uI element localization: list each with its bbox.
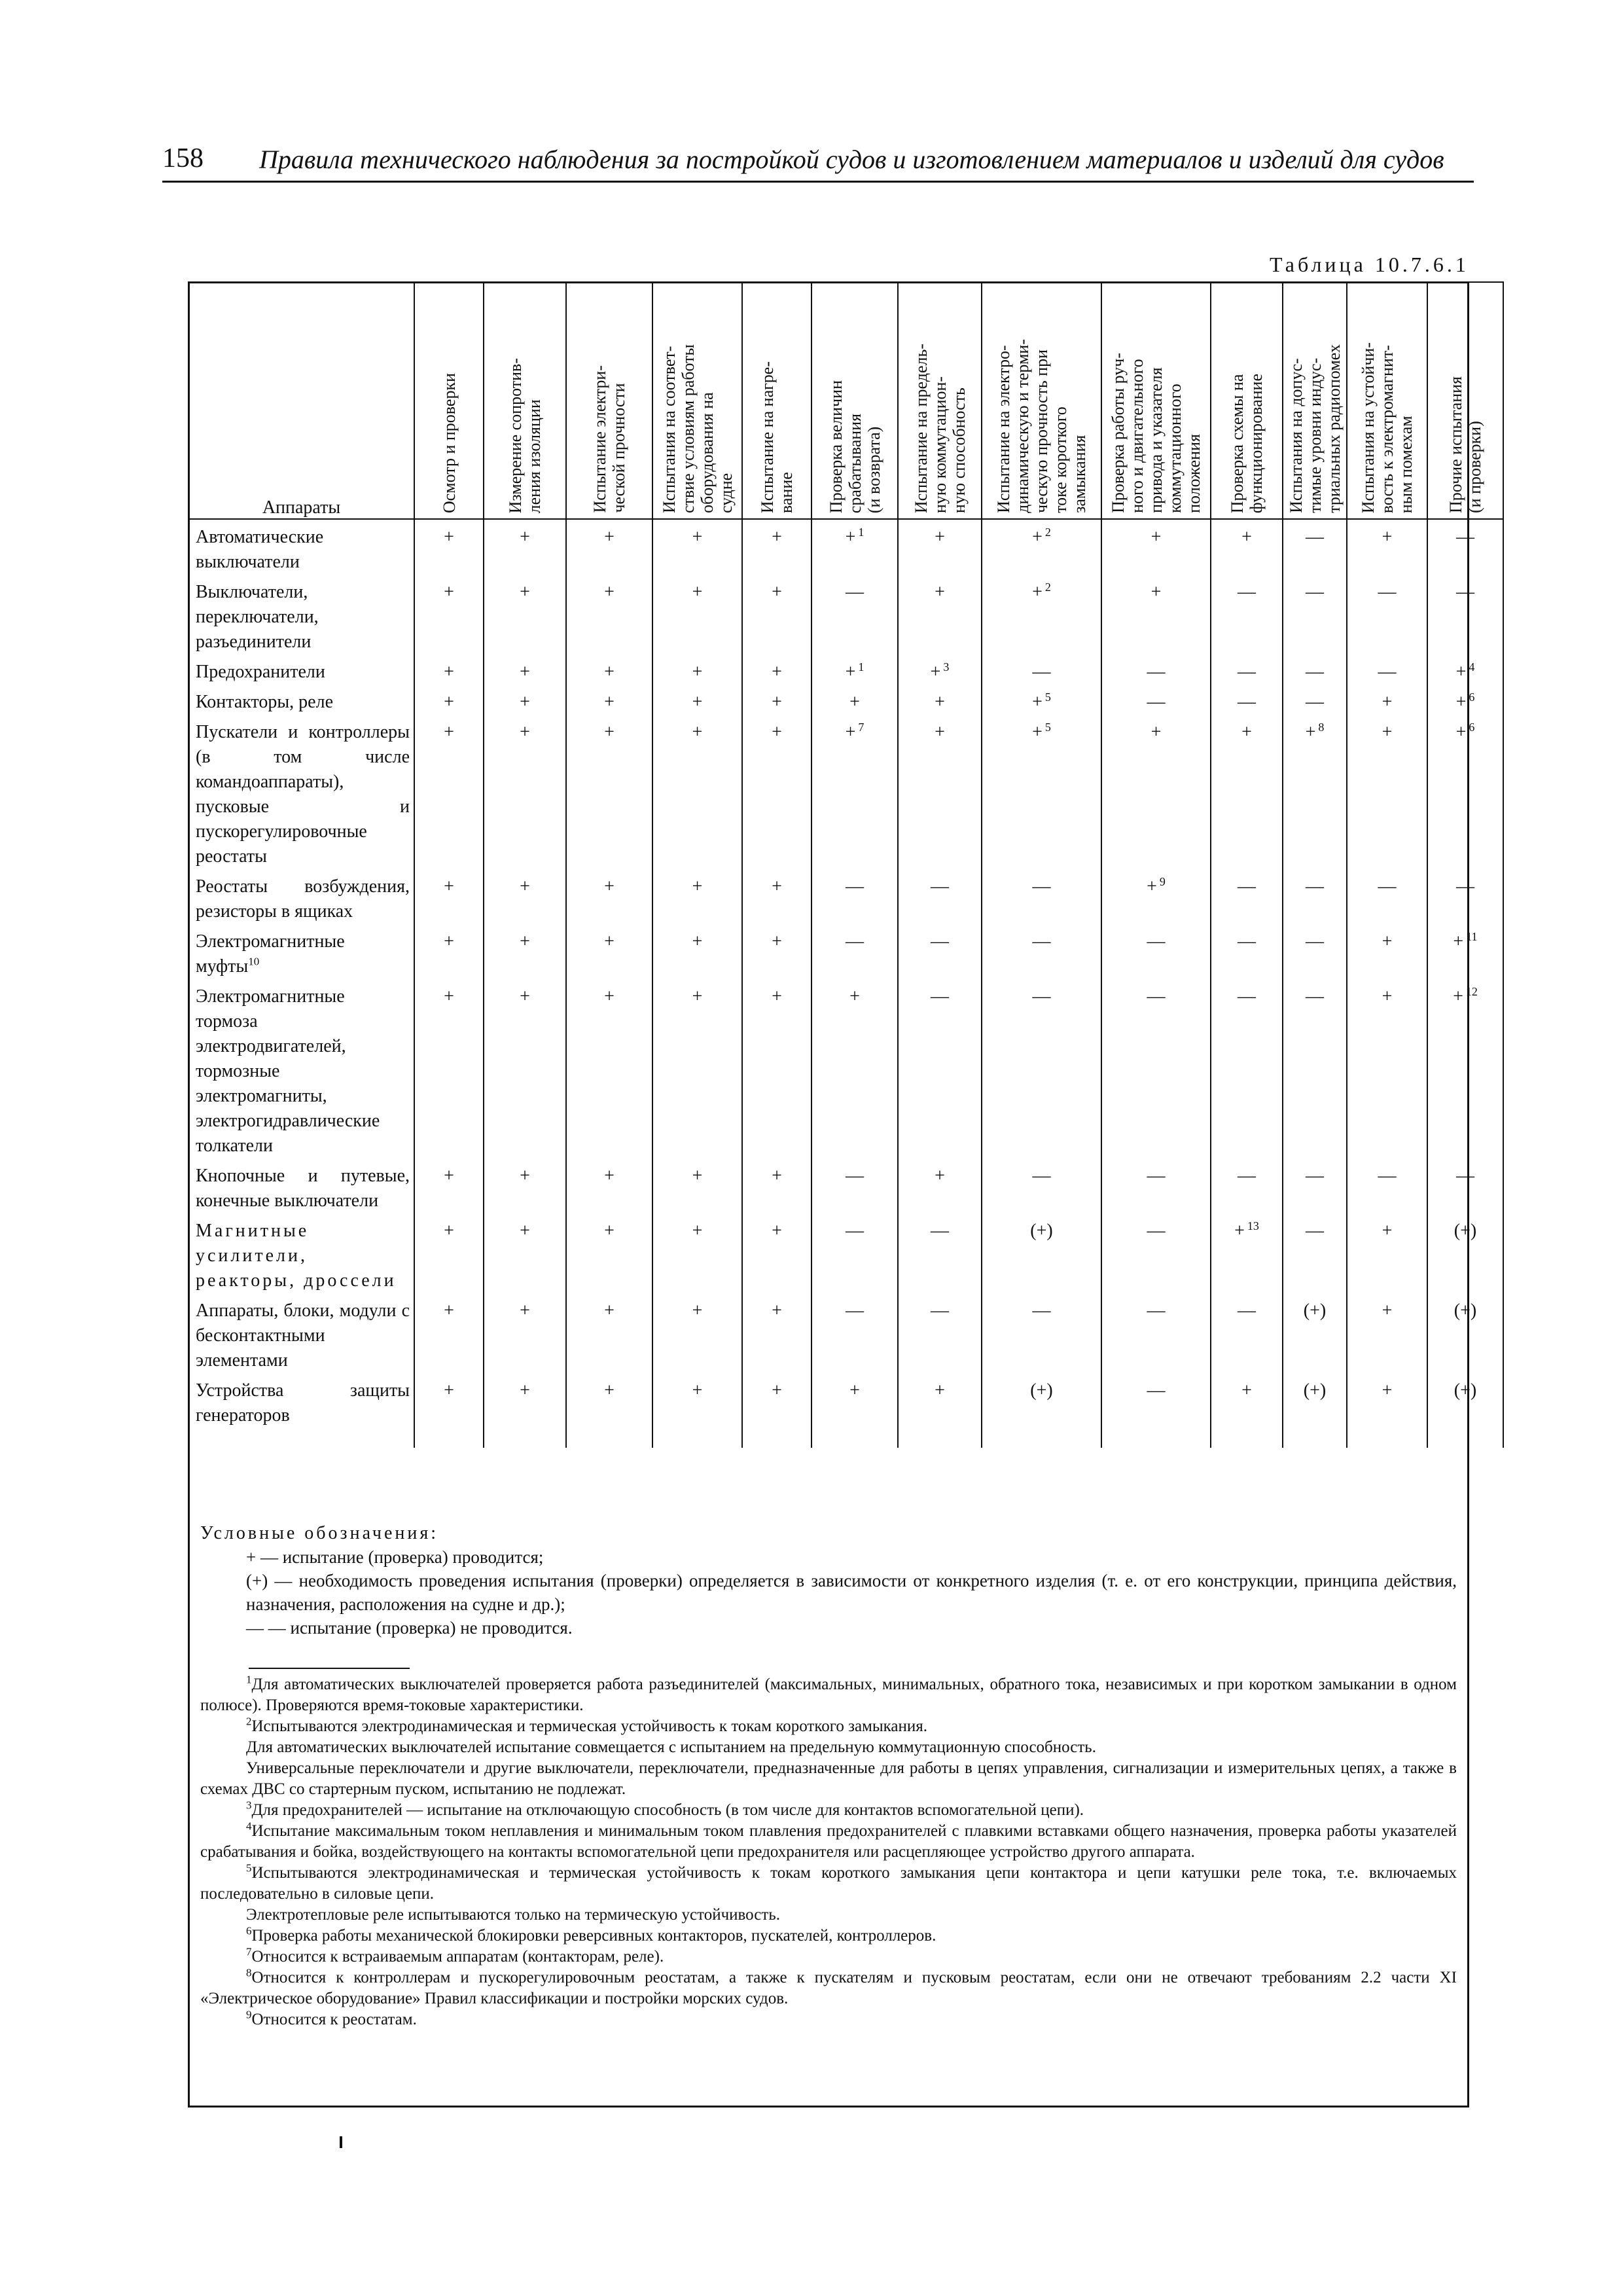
table-cell: + [742,979,812,1158]
apparatus-name: Выключатели, переключатели, разъединители [188,575,414,655]
table-cell: + [484,1293,566,1373]
table-cell: — [1101,1293,1211,1373]
column-header: Испытания на допус- тимые уровни индус- триальных радиопомех [1283,282,1347,519]
table-cell: + [1101,519,1211,575]
table-cell: + [652,575,742,655]
table-cell: — [1347,575,1427,655]
table-cell: + $^1$ [812,519,898,575]
table-cell: + [1347,715,1427,869]
table-cell: + [484,655,566,685]
page-header [162,143,1471,182]
table-cell: — [1211,924,1283,979]
table-cell: + [652,1293,742,1373]
table-cell: + [812,1373,898,1428]
table-cell: + [484,1213,566,1293]
apparatus-header: Аппараты [188,282,414,519]
table-cell: + [1101,575,1211,655]
column-header: Прочие испытания (и проверки) [1427,282,1503,519]
table-cell: + $^6$ [1427,715,1503,869]
table-cell: — [1211,1293,1283,1373]
table-cell: + $^9$ [1101,869,1211,924]
table-cell: — [898,1213,982,1293]
table-cell: + [898,575,982,655]
table-cell: + [414,519,484,575]
table-cell: — [1283,869,1347,924]
legend-dash: — — испытание (проверка) не проводится. [246,1618,573,1638]
table-cell: — [898,1293,982,1373]
column-header: Измерение сопротив- ления изоляции [484,282,566,519]
column-header: Испытания на соответ- ствие условиям работы оборудования на судне [652,282,742,519]
table-cell: + $^{13}$ [1211,1213,1283,1293]
footnote: $^1$Для автоматических выключателей проверяется работа разъединителей (максимальных, минимальных, обратного тока, независимых и при коротком замыкании в одном полюсе). Проверяются время-токовые характеристики. [200,1673,1457,1714]
table-cell: + [484,715,566,869]
table-cell: — [898,924,982,979]
table-cell: + [652,869,742,924]
table-cell: + $^2$ [982,575,1101,655]
table-cell: — [1211,575,1283,655]
table-cell: + [1347,979,1427,1158]
table-cell: + $^6$ [1427,685,1503,715]
table-cell: + [898,519,982,575]
footnotes [200,1674,1457,2030]
table-cell: + $^4$ [1427,655,1503,685]
table-cell: — [982,655,1101,685]
column-header: Осмотр и проверки [414,282,484,519]
legend-title: Условные обозначения: [200,1523,439,1543]
table-cell: + $^8$ [1283,715,1347,869]
table-cell: — [1101,1158,1211,1213]
apparatus-name: Предохранители [188,655,414,685]
table-cell: + [566,924,652,979]
table-bottom-spacer [188,1428,1503,1448]
legend [200,1522,1457,1640]
column-header: Испытание электри- ческой прочности [566,282,652,519]
table-cell: + [566,1158,652,1213]
column-header: Испытания на устойчи- вость к электромагнит- ным помехам [1347,282,1427,519]
footnote: Универсальные переключатели и другие выключатели, переключатели, предназначенные для работы в цепях управления, сигнализации и измерительных цепях, а также в схемах ДВС со стартерным пуском, испытанию не подлежат. [200,1759,1457,1798]
table-cell: + [484,519,566,575]
column-header: Проверка работы руч- ного и двигательного привода и указателя коммутационного положения [1101,282,1211,519]
table-cell: + [652,519,742,575]
table-cell: — [1211,685,1283,715]
table-cell: — [898,979,982,1158]
table-cell: — [1101,1213,1211,1293]
table-cell: + [652,715,742,869]
table-cell: (+) [982,1373,1101,1428]
table-cell: + [742,1373,812,1428]
table-row [188,979,1503,1158]
apparatus-name: Магнитные усилители, реакторы, дроссели [188,1213,414,1293]
footnote: $^3$Для предохранителей — испытание на отключающую способность (в том числе для контактов вспомогательной цепи). [246,1799,1084,1819]
table-cell: + [742,1293,812,1373]
table-cell: — [1211,655,1283,685]
table-cell: + [414,869,484,924]
table-cell: + [484,1373,566,1428]
footnote-rule [249,1668,410,1669]
apparatus-name: Устройства защиты генераторов [188,1373,414,1428]
table-cell: — [1283,519,1347,575]
table-row [188,1158,1503,1213]
table-cell: + [1347,1293,1427,1373]
legend-paren-plus: (+) — необходимость проведения испытания (проверки) определяется в зависимости от конкретного изделия (т. е. от его конструкции, принципа действия, назначения, расположения на судне и др.); [246,1571,1457,1614]
table-cell: — [1211,979,1283,1158]
table-cell: + [566,519,652,575]
table-cell: + [1347,1213,1427,1293]
table-cell: + [742,685,812,715]
footnote: Электротепловые реле испытываются только на термическую устойчивость. [246,1906,780,1924]
table-cell: (+) [982,1213,1101,1293]
footnote: $^5$Испытываются электродинамическая и термическая устойчивость к токам короткого замыкания цепи контактора и цепи катушки реле тока, т.е. включаемых последовательно в силовые цепи. [200,1861,1457,1903]
table-cell: + [1347,519,1427,575]
table-cell: — [1283,979,1347,1158]
column-header: Проверка величин срабатывания (и возврата) [812,282,898,519]
legend-plus: + — испытание (проверка) проводится; [246,1547,544,1567]
table-cell: + [1347,685,1427,715]
apparatus-name: Реостаты возбуждения, резисторы в ящиках [188,869,414,924]
table-cell: + [414,1158,484,1213]
table-row [188,869,1503,924]
table-cell: — [1427,869,1503,924]
table-cell: — [812,1213,898,1293]
table-cell: + [1211,519,1283,575]
table-cell: + [414,575,484,655]
table-cell: + [484,575,566,655]
apparatus-name: Электромагнитные тормоза электродвигателей, тормозные электромагниты, электрогидравлические толкатели [188,979,414,1158]
table-cell: + $^5$ [982,685,1101,715]
table-cell: + [742,715,812,869]
table-cell: + $^{12}$ [1427,979,1503,1158]
running-title: Правила технического наблюдения за постройкой судов и изготовлением материалов и изделий для судов [259,145,1444,174]
table-cell: + [414,979,484,1158]
table-cell: (+) [1427,1373,1503,1428]
column-header: Испытание на электро- динамическую и терми- ческую прочность при токе короткого замыкания [982,282,1101,519]
table-cell: (+) [1427,1293,1503,1373]
table-cell: — [982,869,1101,924]
table-cell: (+) [1283,1293,1347,1373]
column-header: Проверка схемы на функционирование [1211,282,1283,519]
table-cell: + [484,924,566,979]
table-cell: + [414,924,484,979]
table-cell: — [1427,1158,1503,1213]
table-cell: — [898,869,982,924]
table-cell: + [898,1158,982,1213]
table-cell: — [1427,519,1503,575]
table-cell: (+) [1427,1213,1503,1293]
table-cell: + [898,685,982,715]
table-row [188,924,1503,979]
table-row [188,519,1503,575]
table-label: Таблица 10.7.6.1 [1270,253,1469,276]
table-cell: — [1283,685,1347,715]
column-header: Испытание на нагре- вание [742,282,812,519]
table-cell: — [1427,575,1503,655]
table-cell: — [1211,1158,1283,1213]
table-row [188,1373,1503,1428]
table-cell: + [742,869,812,924]
table-cell: + [414,685,484,715]
table-cell: — [812,869,898,924]
table-cell: — [1283,575,1347,655]
footnote: Для автоматических выключателей испытание совмещается с испытанием на предельную коммутационную способность. [246,1738,1096,1756]
table-cell: + [812,979,898,1158]
table-cell: + [652,1158,742,1213]
table-cell: + [414,1213,484,1293]
table-cell: — [1101,979,1211,1158]
table-row [188,715,1503,869]
table-cell: + [742,519,812,575]
table-row [188,575,1503,655]
table-cell: — [982,1158,1101,1213]
table-cell: — [1211,869,1283,924]
table-cell: — [1101,655,1211,685]
table-cell: + [566,869,652,924]
table-cell: + [898,1373,982,1428]
table-cell: — [982,979,1101,1158]
header-rule [162,181,1474,183]
table-cell: + [898,715,982,869]
table-row [188,655,1503,685]
table-cell: + [414,1373,484,1428]
table-cell: + [566,655,652,685]
apparatus-name: Кнопочные и путевые, конечные выключатели [188,1158,414,1213]
table-cell: + [652,655,742,685]
table-cell: + [1101,715,1211,869]
tests-table [188,281,1504,1448]
table-cell: — [1347,1158,1427,1213]
table-cell: + [414,1293,484,1373]
table-cell: — [1283,655,1347,685]
table-cell: + $^3$ [898,655,982,685]
table-cell: + [812,685,898,715]
table-cell: — [1101,685,1211,715]
column-header: Испытание на предель- ную коммутацион- ную способность [898,282,982,519]
table-cell: — [812,1293,898,1373]
footnote: $^9$Относится к реостатам. [246,2008,417,2028]
table-cell: — [1347,655,1427,685]
apparatus-name: Электромагнитные муфты$^{10}$ [188,924,414,979]
table-cell: + [652,685,742,715]
table-cell: — [1283,1158,1347,1213]
footnote: $^4$Испытание максимальным током неплавления и минимальным током плавления предохранителей с плавкими вставками общего назначения, проверка работы указателей срабатывания и бойка, воздействующего на контакты вспомогательной цепи предохранителя или расцепляющее устройство другого аппарата. [200,1820,1457,1861]
table-cell: + [566,685,652,715]
table-cell: + [484,685,566,715]
table-cell: + [742,924,812,979]
footnote: $^7$Относится к встраиваемым аппаратам (контакторам, реле). [246,1945,664,1965]
table-cell: + [1211,1373,1283,1428]
table-cell: (+) [1283,1373,1347,1428]
footnote: $^6$Проверка работы механической блокировки реверсивных контакторов, пускателей, контроллеров. [246,1924,936,1945]
table-cell: + [742,1213,812,1293]
table-cell: — [1283,924,1347,979]
page-number: 158 [162,143,204,173]
table-cell: + [484,869,566,924]
table-cell: + [742,575,812,655]
table-cell: + $^2$ [982,519,1101,575]
table-cell: + [742,655,812,685]
apparatus-name: Пускатели и контроллеры (в том числе командоаппараты), пусковые и пускорегулировочные реостаты [188,715,414,869]
table-cell: — [982,1293,1101,1373]
table-cell: — [812,1158,898,1213]
apparatus-name: Автоматические выключатели [188,519,414,575]
table-row [188,685,1503,715]
table-cell: + $^{11}$ [1427,924,1503,979]
table-cell: — [1283,1213,1347,1293]
table-cell: + $^5$ [982,715,1101,869]
footnote: $^2$Испытываются электродинамическая и термическая устойчивость к токам короткого замыкания. [246,1715,928,1735]
apparatus-name: Аппараты, блоки, модули с бесконтактными элементами [188,1293,414,1373]
table-cell: + [1211,715,1283,869]
table-cell: + [566,715,652,869]
table-cell: + [1347,924,1427,979]
table-cell: + [652,979,742,1158]
table-row [188,1293,1503,1373]
footnote: $^8$Относится к контроллерам и пускорегулировочным реостатам, а также к пускателям и пусковым реостатам, если они не отвечают требованиям 2.2 части XI «Электрическое оборудование» Правил классификации и постройки морских судов. [200,1966,1457,2007]
table-cell: + [652,924,742,979]
apparatus-name: Контакторы, реле [188,685,414,715]
table-cell: — [812,575,898,655]
table-row [188,1213,1503,1293]
table-body [188,519,1503,1448]
table-cell: — [1347,869,1427,924]
table-cell: + [414,715,484,869]
page-mark [340,2136,342,2148]
table-cell: + [566,1293,652,1373]
table-cell: + $^1$ [812,655,898,685]
table-cell: + [1347,1373,1427,1428]
table-cell: + [414,655,484,685]
table-cell: — [1101,924,1211,979]
table-cell: + [566,1213,652,1293]
table-cell: + [652,1213,742,1293]
table-cell: + [484,1158,566,1213]
table-cell: — [1101,1373,1211,1428]
table-cell: + [652,1373,742,1428]
table-cell: + $^7$ [812,715,898,869]
table-cell: + [566,575,652,655]
table-cell: + [742,1158,812,1213]
header-row [188,282,1503,519]
table-cell: — [982,924,1101,979]
table-cell: + [566,979,652,1158]
table-cell: + [484,979,566,1158]
table-cell: — [812,924,898,979]
table-cell: + [566,1373,652,1428]
